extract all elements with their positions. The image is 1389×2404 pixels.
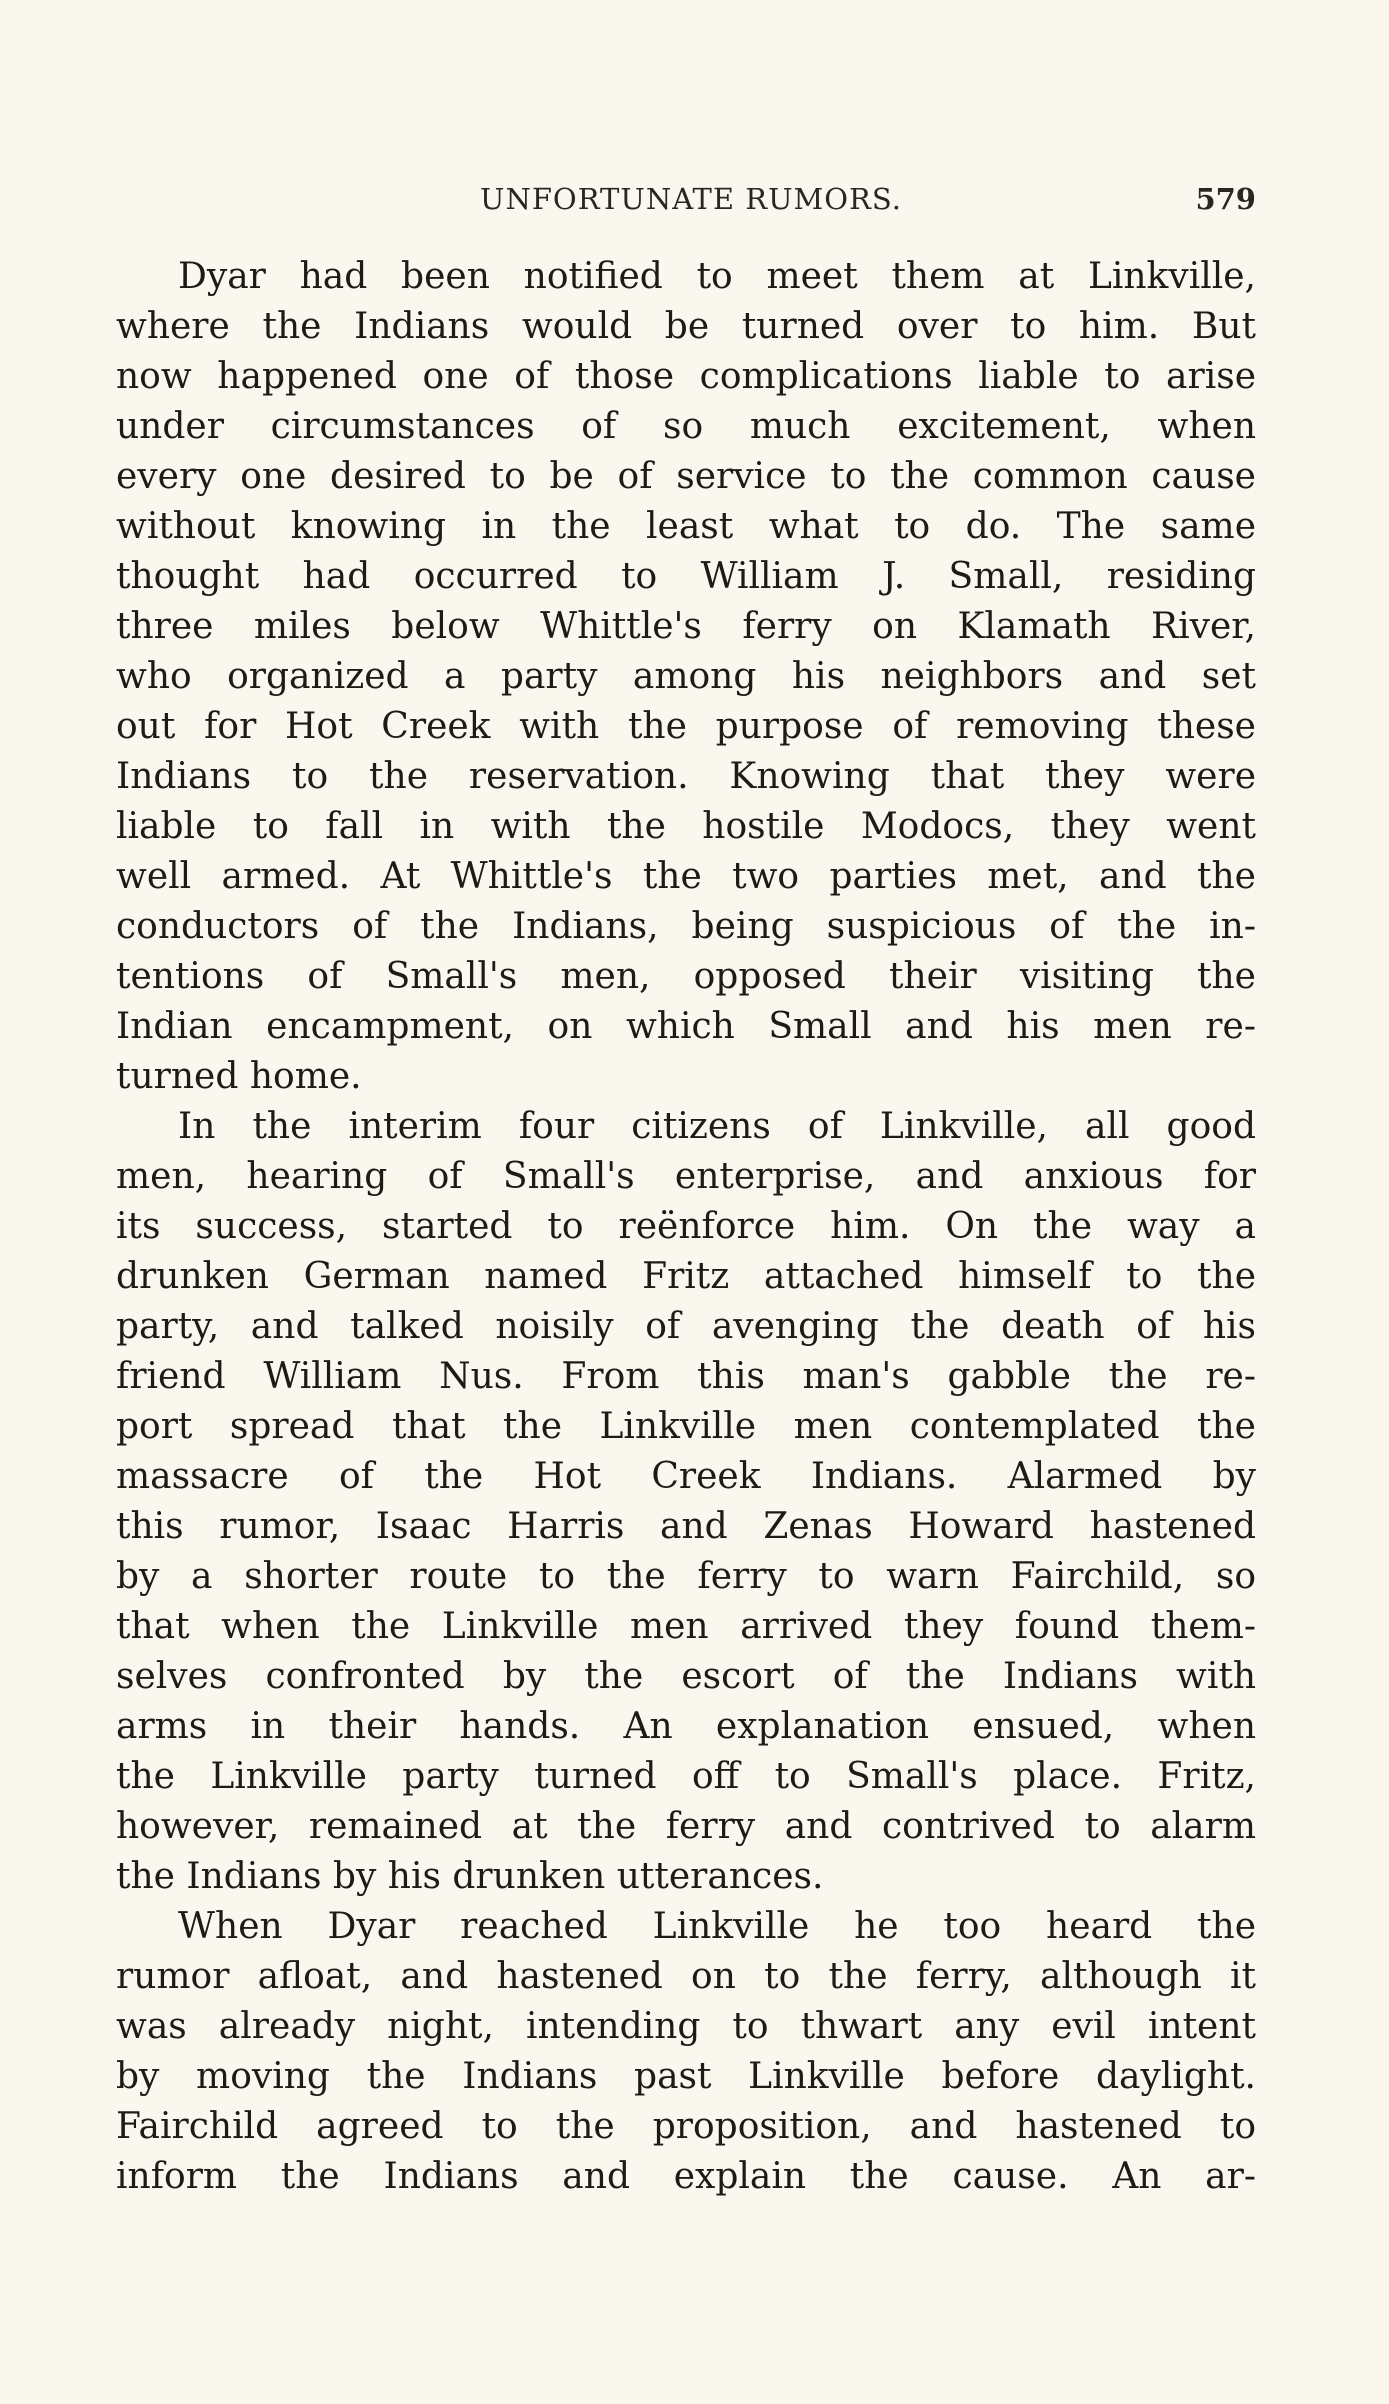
text-line: arms in their hands. An explanation ensued, when (116, 1706, 1256, 1747)
text-line: that when the Linkville men arrived they found them- (116, 1606, 1256, 1647)
text-line: liable to fall in with the hostile Modocs, they went (116, 806, 1256, 847)
text-line: without knowing in the least what to do. The same (116, 506, 1256, 547)
text-line: every one desired to be of service to the common cause (116, 456, 1256, 497)
text-line: When Dyar reached Linkville he too heard the (178, 1906, 1256, 1947)
text-line: In the interim four citizens of Linkville, all good (178, 1106, 1256, 1147)
text-line: where the Indians would be turned over to him. But (116, 306, 1256, 347)
text-line: however, remained at the ferry and contrived to alarm (116, 1806, 1256, 1847)
text-line: Fairchild agreed to the proposition, and hastened to (116, 2106, 1256, 2147)
text-line: tentions of Small's men, opposed their visiting the (116, 956, 1256, 997)
text-line: turned home. (116, 1056, 362, 1097)
text-line: under circumstances of so much excitement, when (116, 406, 1256, 447)
text-line: the Linkville party turned off to Small's place. Fritz, (116, 1756, 1256, 1797)
text-line: men, hearing of Small's enterprise, and anxious for (116, 1156, 1256, 1197)
text-line: Dyar had been notified to meet them at Linkville, (178, 256, 1256, 297)
text-line: massacre of the Hot Creek Indians. Alarmed by (116, 1456, 1256, 1497)
text-line: inform the Indians and explain the cause. An ar- (116, 2156, 1256, 2197)
text-line: three miles below Whittle's ferry on Klamath River, (116, 606, 1256, 647)
text-line: party, and talked noisily of avenging the death of his (116, 1306, 1256, 1347)
text-line: selves confronted by the escort of the Indians with (116, 1656, 1256, 1697)
text-line: by moving the Indians past Linkville before daylight. (116, 2056, 1256, 2097)
text-line: friend William Nus. From this man's gabble the re- (116, 1356, 1256, 1397)
text-line: was already night, intending to thwart any evil intent (116, 2006, 1256, 2047)
body-text (116, 252, 1256, 2202)
running-head: UNFORTUNATE RUMORS. (480, 182, 902, 216)
text-line: port spread that the Linkville men contemplated the (116, 1406, 1256, 1447)
text-line: now happened one of those complications liable to arise (116, 356, 1256, 397)
page-header (116, 182, 1256, 222)
text-line: Indian encampment, on which Small and his men re- (116, 1006, 1256, 1047)
text-line: conductors of the Indians, being suspicious of the in- (116, 906, 1256, 947)
text-line: out for Hot Creek with the purpose of removing these (116, 706, 1256, 747)
text-line: its success, started to reënforce him. On the way a (116, 1206, 1256, 1247)
text-line: thought had occurred to William J. Small, residing (116, 556, 1256, 597)
page-number: 579 (1195, 182, 1256, 216)
text-line: well armed. At Whittle's the two parties met, and the (116, 856, 1256, 897)
text-line: Indians to the reservation. Knowing that they were (116, 756, 1256, 797)
text-line: by a shorter route to the ferry to warn Fairchild, so (116, 1556, 1256, 1597)
text-line: who organized a party among his neighbors and set (116, 656, 1256, 697)
text-line: the Indians by his drunken utterances. (116, 1856, 824, 1897)
text-line: rumor afloat, and hastened on to the ferry, although it (116, 1956, 1256, 1997)
text-line: this rumor, Isaac Harris and Zenas Howard hastened (116, 1506, 1256, 1547)
text-line: drunken German named Fritz attached himself to the (116, 1256, 1256, 1297)
